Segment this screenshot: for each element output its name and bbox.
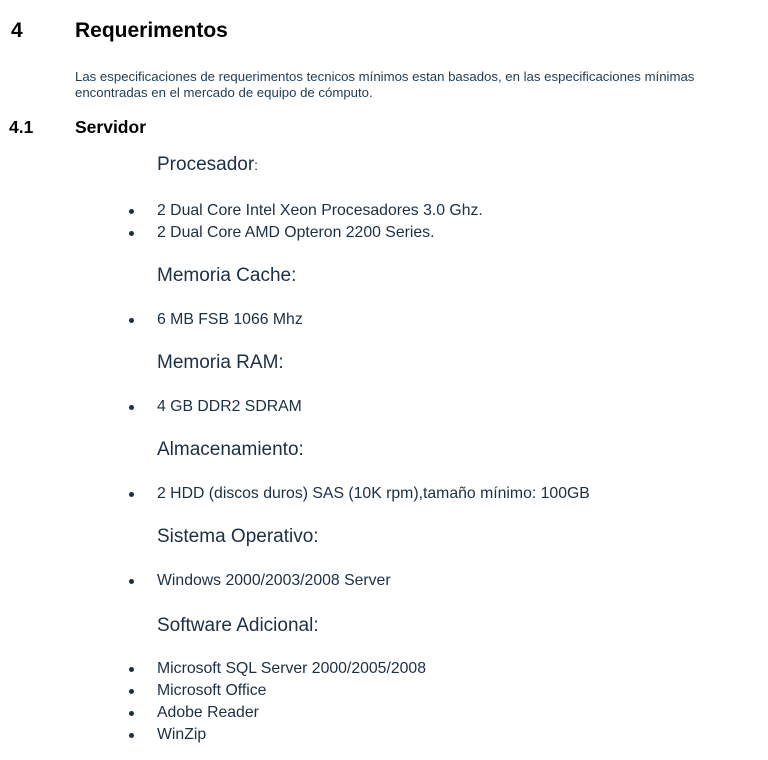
bullet-icon (129, 579, 134, 584)
list-item (0, 682, 768, 704)
heading-2-number: 4.1 (9, 117, 34, 137)
bullet-icon (129, 667, 134, 672)
heading-1-title: Requerimentos (75, 19, 228, 42)
bullet-icon (129, 689, 134, 694)
list-item (0, 311, 768, 333)
bullet-icon (129, 711, 134, 716)
list-item (0, 704, 768, 726)
heading-1-number: 4 (11, 19, 23, 42)
bullet-icon (129, 231, 134, 236)
bullet-icon (129, 405, 134, 410)
section-title-sistema-operativo: Sistema Operativo: (157, 526, 319, 547)
list-item (0, 660, 768, 682)
section-title-software-adicional: Software Adicional: (157, 615, 319, 636)
list-item (0, 224, 768, 246)
list-item-text: Microsoft Office (157, 682, 267, 699)
list-item-text: 2 HDD (discos duros) SAS (10K rpm),tamaño mínimo: 100GB (157, 485, 590, 502)
section-title-procesador (157, 154, 258, 176)
list-item (0, 485, 768, 507)
list-item-text: 6 MB FSB 1066 Mhz (157, 311, 303, 328)
list-item (0, 398, 768, 420)
list-item-text: Adobe Reader (157, 704, 259, 721)
bullet-icon (129, 733, 134, 738)
list-item-text: 4 GB DDR2 SDRAM (157, 398, 302, 415)
list-item (0, 572, 768, 594)
section-title-memoria-cache: Memoria Cache: (157, 265, 297, 286)
bullet-icon (129, 209, 134, 214)
list-item (0, 726, 768, 748)
list-item (0, 202, 768, 224)
section-title-text: Procesador (157, 154, 255, 175)
bullet-icon (129, 492, 134, 497)
list-item-text: WinZip (157, 726, 207, 743)
list-item-text: Windows 2000/2003/2008 Server (157, 572, 391, 589)
section-title-memoria-ram: Memoria RAM: (157, 352, 284, 373)
intro-paragraph: Las especificaciones de requerimentos tecnicos mínimos estan basados, en las especificaciones mínimas encontradas en el mercado de equipo de cómputo. (75, 69, 695, 100)
list-item-text: 2 Dual Core Intel Xeon Procesadores 3.0 Ghz. (157, 202, 483, 219)
bullet-icon (129, 318, 134, 323)
section-title-almacenamiento: Almacenamiento: (157, 439, 304, 460)
section-title-colon: : (254, 157, 259, 173)
list-item-text: Microsoft SQL Server 2000/2005/2008 (157, 660, 426, 677)
list-item-text: 2 Dual Core AMD Opteron 2200 Series. (157, 224, 435, 241)
heading-2-title: Servidor (75, 117, 146, 137)
